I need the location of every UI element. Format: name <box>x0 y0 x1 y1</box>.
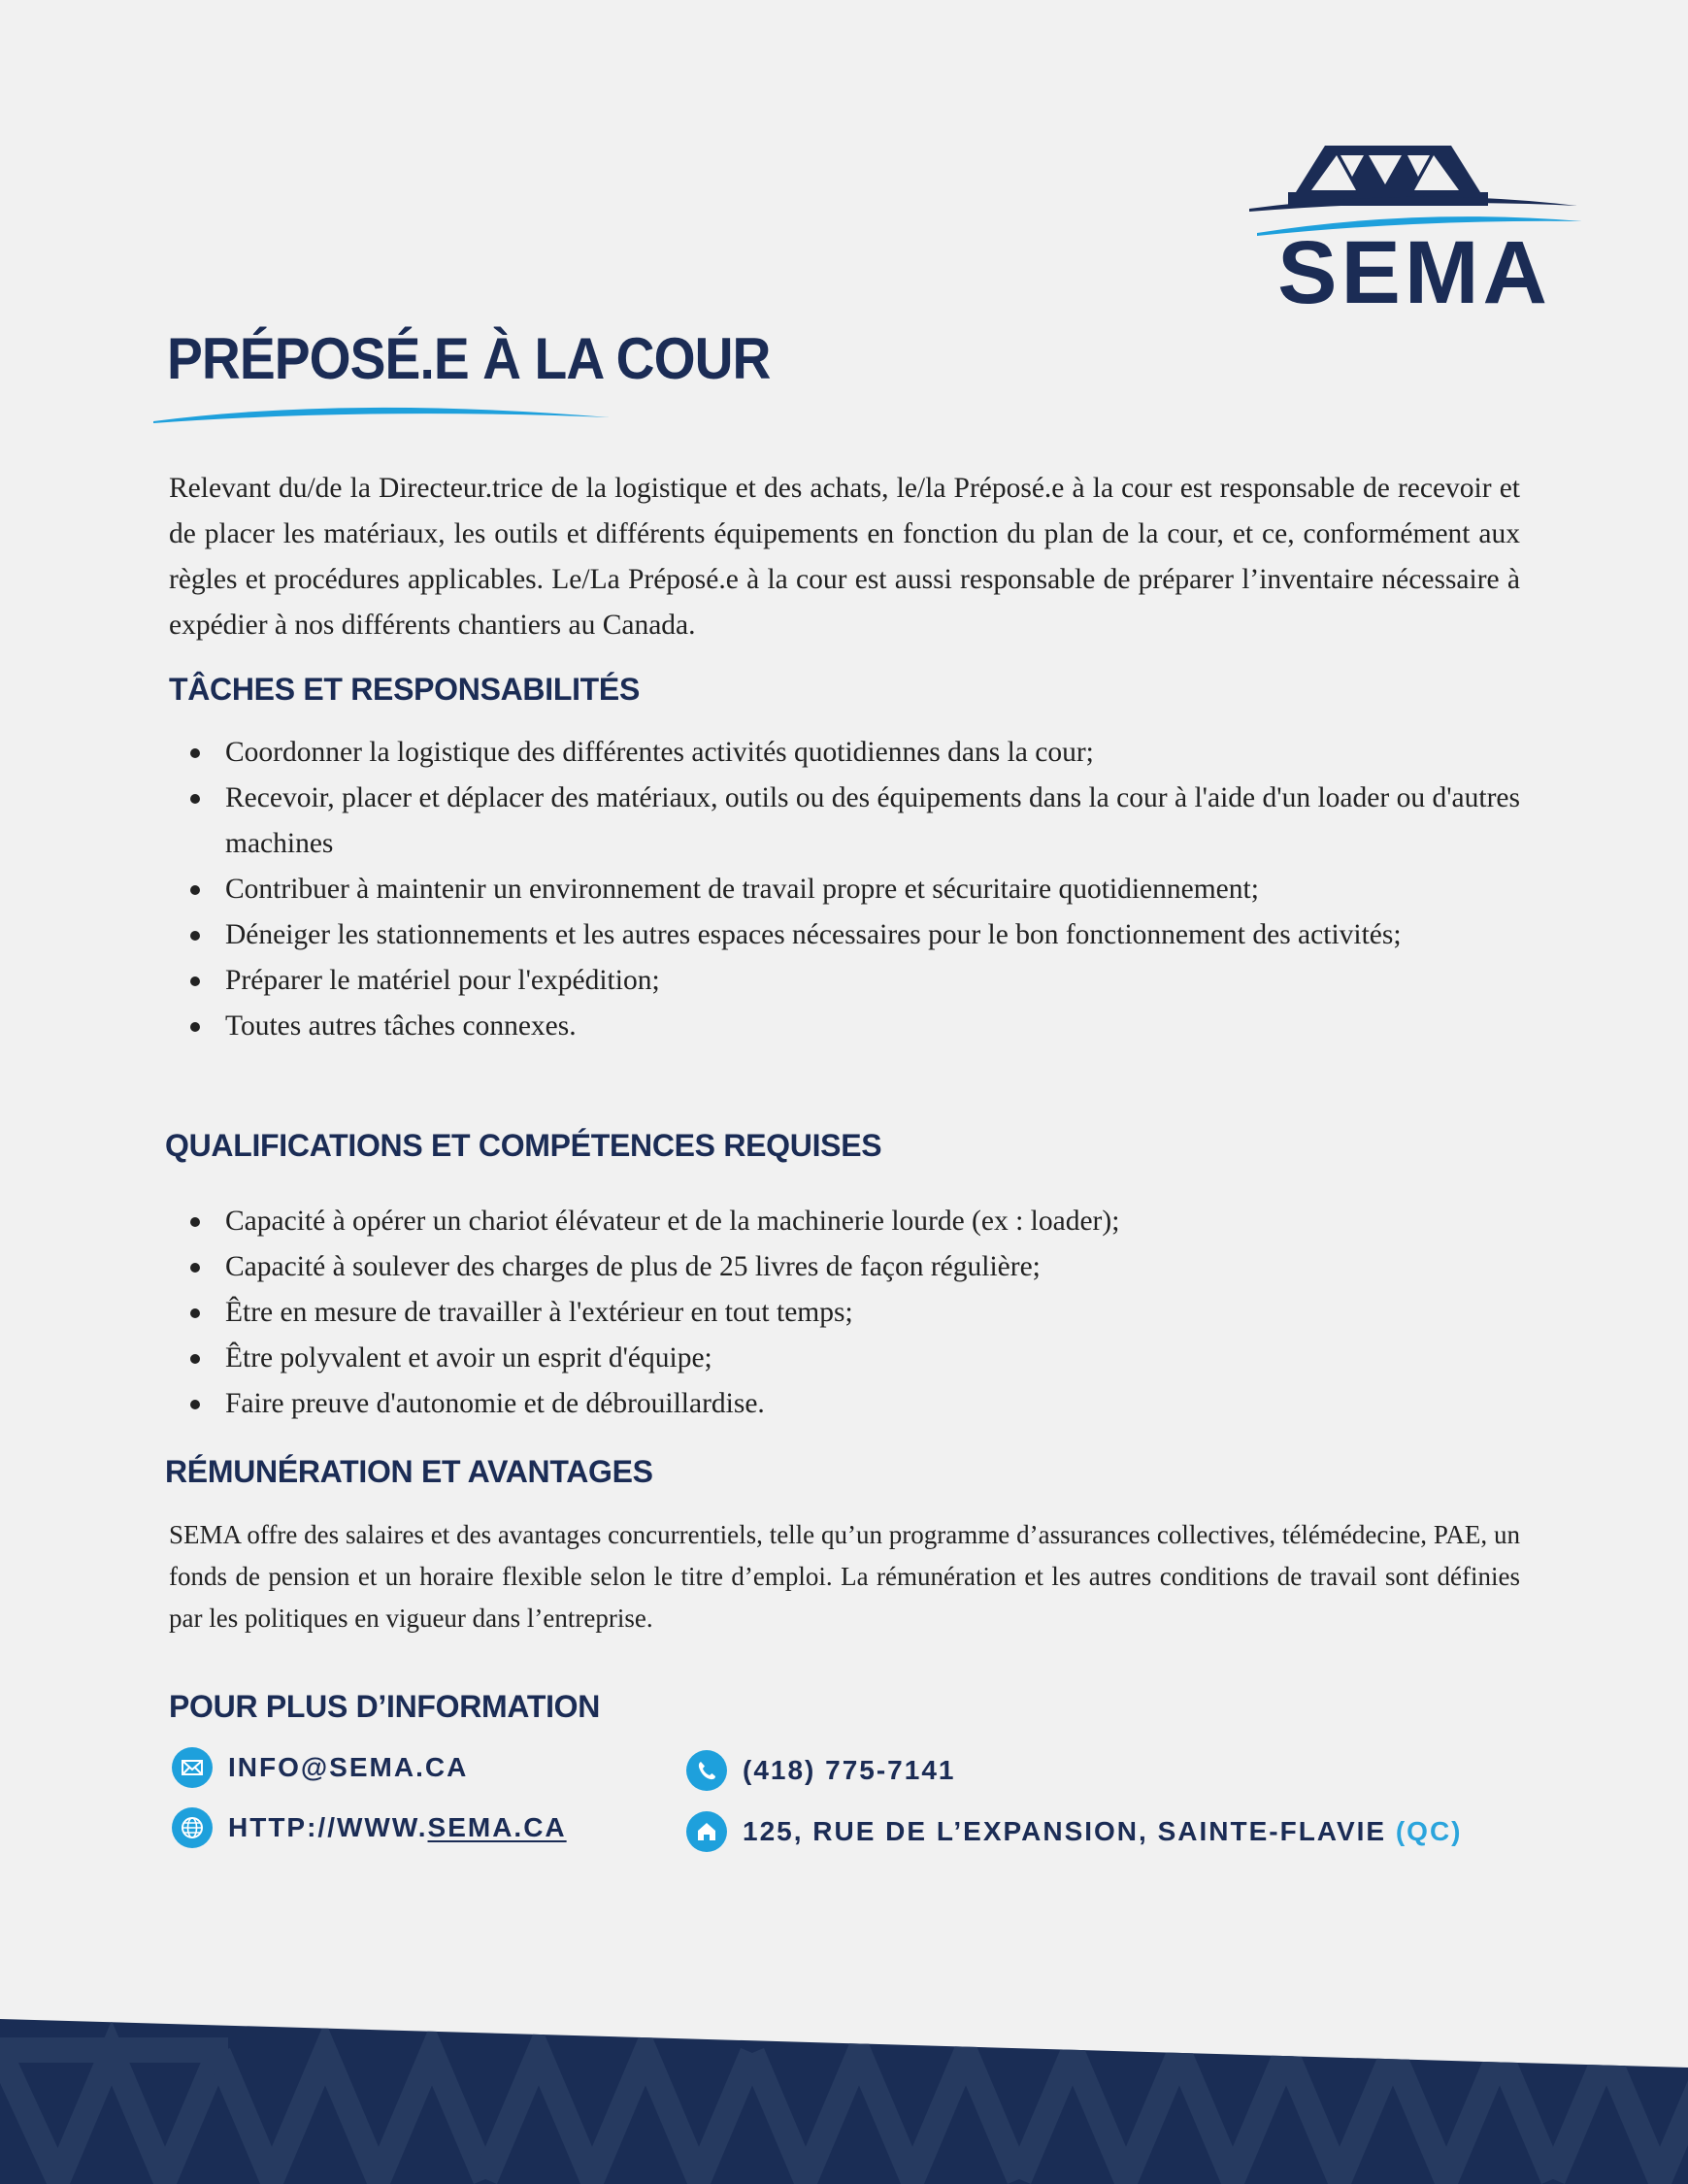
bullet-icon <box>190 748 200 758</box>
footer-band <box>0 2000 1688 2184</box>
task-item: Toutes autres tâches connexes. <box>169 1004 1520 1049</box>
contact-address: 125, RUE DE L’EXPANSION, SAINTE-FLAVIE (QC) <box>686 1811 1463 1852</box>
qualifications-list <box>169 1199 1520 1427</box>
bullet-icon <box>190 931 200 941</box>
title-underline-swoosh <box>153 396 614 425</box>
tasks-heading: TÂCHES ET RESPONSABILITÉS <box>169 672 641 707</box>
task-item: Préparer le matériel pour l'expédition; <box>169 958 1520 1004</box>
sema-logo <box>1247 126 1587 311</box>
remuneration-heading: RÉMUNÉRATION ET AVANTAGES <box>165 1454 653 1489</box>
bullet-icon <box>190 1217 200 1227</box>
contact-phone[interactable]: (418) 775-7141 <box>686 1750 955 1791</box>
qualification-item: Faire preuve d'autonomie et de débrouillardise. <box>169 1381 1520 1427</box>
bullet-icon <box>190 794 200 804</box>
page-title: PRÉPOSÉ.E À LA COUR <box>167 326 771 391</box>
bullet-icon <box>190 1400 200 1409</box>
bullet-icon <box>190 1022 200 1032</box>
qualification-item: Capacité à soulever des charges de plus de 25 livres de façon régulière; <box>169 1244 1520 1290</box>
qualification-item: Être polyvalent et avoir un esprit d'équipe; <box>169 1336 1520 1381</box>
qualifications-heading: QUALIFICATIONS ET COMPÉTENCES REQUISES <box>165 1128 882 1163</box>
bullet-icon <box>190 885 200 895</box>
home-icon <box>686 1811 727 1852</box>
logo-wordmark: SEMA <box>1277 223 1551 311</box>
bullet-icon <box>190 976 200 986</box>
qualification-item: Capacité à opérer un chariot élévateur et de la machinerie lourde (ex : loader); <box>169 1199 1520 1244</box>
contact-website[interactable]: HTTP://WWW. SEMA.CA <box>172 1807 567 1848</box>
intro-paragraph: Relevant du/de la Directeur.trice de la logistique et des achats, le/la Préposé.e à la cour est responsable de recevoir et de placer les matériaux, les outils et différents équipements en fonction du plan de la cour, et ce, conformément aux règles et procédures applicables. Le/La Préposé.e à la cour est aussi responsable de préparer l’inventaire nécessaire à expédier à nos différents chantiers au Canada. <box>169 473 1520 641</box>
logo-bridge-truss <box>1288 146 1488 206</box>
contact-heading: POUR PLUS D’INFORMATION <box>169 1689 601 1724</box>
task-item: Coordonner la logistique des différentes activités quotidiennes dans la cour; <box>169 730 1520 776</box>
bullet-icon <box>190 1308 200 1318</box>
qualification-item: Être en mesure de travailler à l'extérieur en tout temps; <box>169 1290 1520 1336</box>
task-item: Déneiger les stationnements et les autres espaces nécessaires pour le bon fonctionnement des activités; <box>169 912 1520 958</box>
address-region: (QC) <box>1395 1816 1463 1846</box>
globe-icon <box>172 1807 213 1848</box>
contact-email[interactable]: INFO@SEMA.CA <box>172 1747 468 1788</box>
bullet-icon <box>190 1263 200 1273</box>
bullet-icon <box>190 1354 200 1364</box>
phone-icon <box>686 1750 727 1791</box>
task-item: Recevoir, placer et déplacer des matériaux, outils ou des équipements dans la cour à l'aide d'un loader ou d'autres machines <box>169 776 1520 867</box>
website-link[interactable]: SEMA.CA <box>427 1812 567 1842</box>
task-item: Contribuer à maintenir un environnement de travail propre et sécuritaire quotidiennement; <box>169 867 1520 912</box>
envelope-icon <box>172 1747 213 1788</box>
remuneration-paragraph: SEMA offre des salaires et des avantages concurrentiels, telle qu’un programme d’assurances collectives, télémédecine, PAE, un fonds de pension et un horaire flexible selon le titre d’emploi. La rémunération et les autres conditions de travail sont définies par les politiques en vigueur dans l’entreprise. <box>169 1520 1520 1633</box>
tasks-list <box>169 730 1520 1049</box>
